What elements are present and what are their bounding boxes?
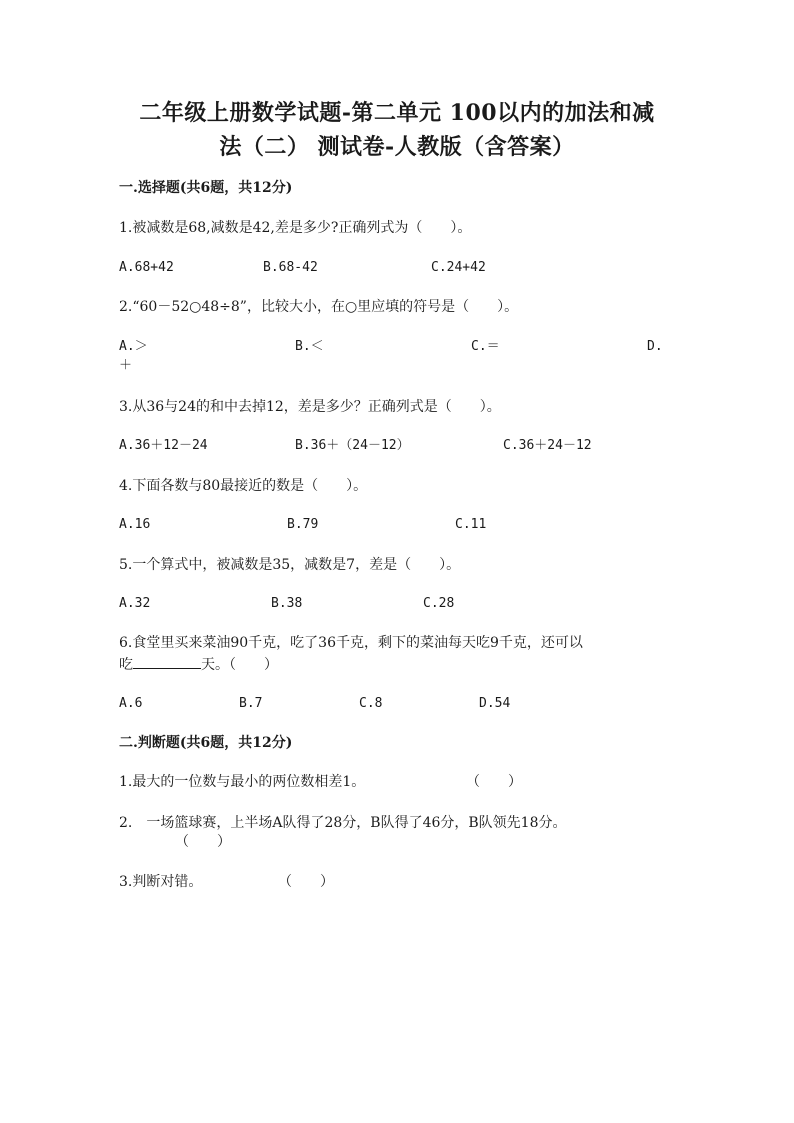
q5-option-b: B.38 [271, 596, 303, 611]
question-5: 5.一个算式中，被减数是35，减数是7，差是（ ）。 [119, 557, 461, 573]
q3-option-b: B.36＋（24－12） [295, 438, 410, 453]
q6-option-b: B.7 [239, 696, 263, 711]
q4-option-b: B.79 [287, 517, 319, 532]
judgment-1-text: 1.最大的一位数与最小的两位数相差1。 [119, 774, 366, 790]
q6-option-d: D.54 [479, 696, 511, 711]
section-heading-choice: 一.选择题(共6题，共12分) [119, 180, 293, 196]
q6-pre-blank: 吃 [119, 657, 133, 673]
q2-option-d-value: ＋ [119, 358, 133, 373]
q6-option-a: A.6 [119, 696, 143, 711]
question-6-continued [119, 654, 278, 675]
q4-option-a: A.16 [119, 517, 151, 532]
q5-option-a: A.32 [119, 596, 151, 611]
question-3: 3.从36与24的和中去掉12，差是多少？正确列式是（ ）。 [119, 399, 501, 415]
section-heading-judgment: 二.判断题(共6题，共12分) [119, 735, 293, 751]
question-6: 6.食堂里买来菜油90千克，吃了36千克，剩下的菜油每天吃9千克，还可以 [119, 635, 583, 651]
title-line-2: 法（二） 测试卷-人教版（含答案） [219, 134, 575, 160]
answer-blank [133, 654, 201, 669]
q2-option-d: D. [647, 339, 663, 354]
judgment-3-paren: （ ） [278, 874, 334, 890]
q6-option-c: C.8 [359, 696, 383, 711]
q4-option-c: C.11 [455, 517, 487, 532]
document-title [100, 96, 694, 164]
judgment-1 [119, 772, 365, 792]
judgment-2-paren: （ ） [175, 834, 231, 850]
question-2: 2.“60－52○48÷8”，比较大小，在○里应填的符号是（ ）。 [119, 299, 519, 315]
title-line-1: 二年级上册数学试题-第二单元 100以内的加法和减 [139, 100, 655, 126]
judgment-2: 2. 一场篮球赛，上半场A队得了28分，B队得了46分，B队领先18分。 [119, 815, 567, 831]
q6-post-blank: 天。（ ） [201, 657, 278, 673]
question-4: 4.下面各数与80最接近的数是（ ）。 [119, 478, 368, 494]
question-1: 1.被减数是68,减数是42,差是多少?正确列式为（ ）。 [119, 220, 472, 236]
judgment-3: 3.判断对错。 [119, 874, 203, 890]
q2-option-b: B.＜ [295, 339, 324, 354]
q3-option-c: C.36＋24－12 [503, 438, 592, 453]
q1-option-c: C.24+42 [431, 260, 486, 275]
judgment-1-paren: （ ） [466, 774, 522, 790]
q2-option-a: A.＞ [119, 339, 148, 354]
q1-option-a: A.68+42 [119, 260, 174, 275]
q5-option-c: C.28 [423, 596, 455, 611]
q2-option-c: C.＝ [471, 339, 500, 354]
q1-option-b: B.68-42 [263, 260, 318, 275]
q3-option-a: A.36＋12－24 [119, 438, 208, 453]
